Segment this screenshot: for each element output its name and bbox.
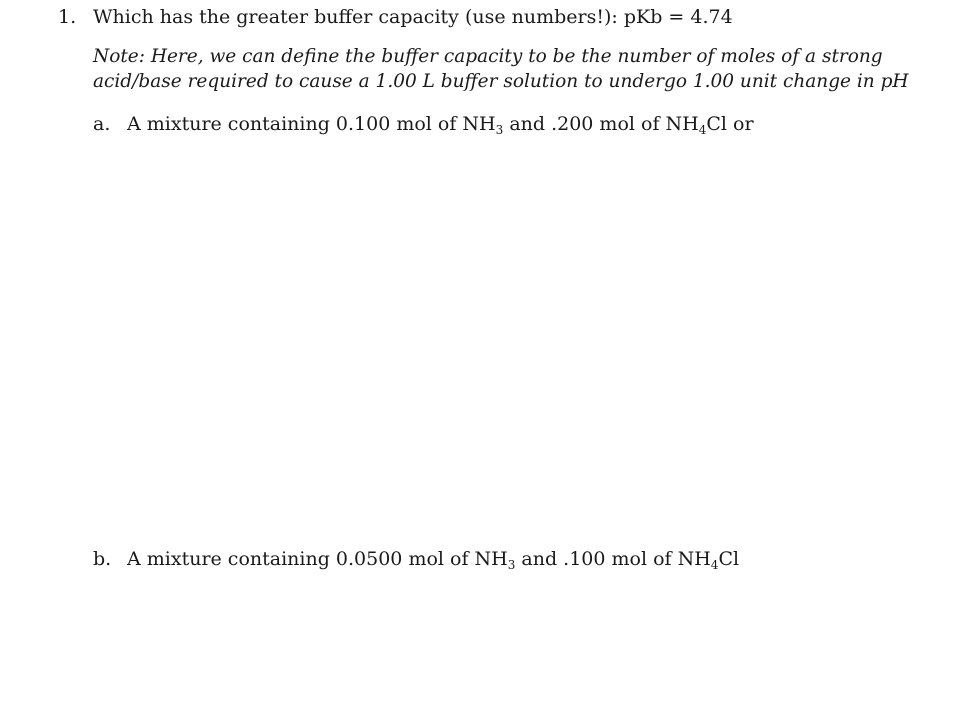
- question-number: 1.: [58, 6, 77, 28]
- part-a-sub-4: 4: [698, 123, 707, 137]
- note-line-1: Note: Here, we can define the buffer capacity to be the number of moles of a strong: [93, 46, 883, 67]
- part-a-middle: and .200 mol of NH: [503, 113, 699, 135]
- part-a-prefix: A mixture containing 0.100 mol of NH: [127, 113, 496, 135]
- part-b-middle: and .100 mol of NH: [515, 548, 711, 570]
- note-line-2: acid/base required to cause a 1.00 L buffer solution to undergo 1.00 unit change in pH: [93, 71, 909, 92]
- part-b-label: b.: [93, 548, 112, 570]
- part-a-suffix: Cl or: [706, 113, 754, 135]
- part-a-sub-3: 3: [495, 123, 504, 137]
- part-b-text: [127, 546, 739, 572]
- part-a-text: [127, 111, 754, 137]
- part-a-label: a.: [93, 113, 111, 135]
- part-b-prefix: A mixture containing 0.0500 mol of NH: [127, 548, 508, 570]
- buffer-capacity-note: [93, 44, 933, 94]
- part-b-sub-3: 3: [507, 558, 516, 572]
- part-b-suffix: Cl: [718, 548, 740, 570]
- question-text: Which has the greater buffer capacity (use numbers!): pKb = 4.74: [93, 6, 733, 28]
- part-b-sub-4: 4: [710, 558, 719, 572]
